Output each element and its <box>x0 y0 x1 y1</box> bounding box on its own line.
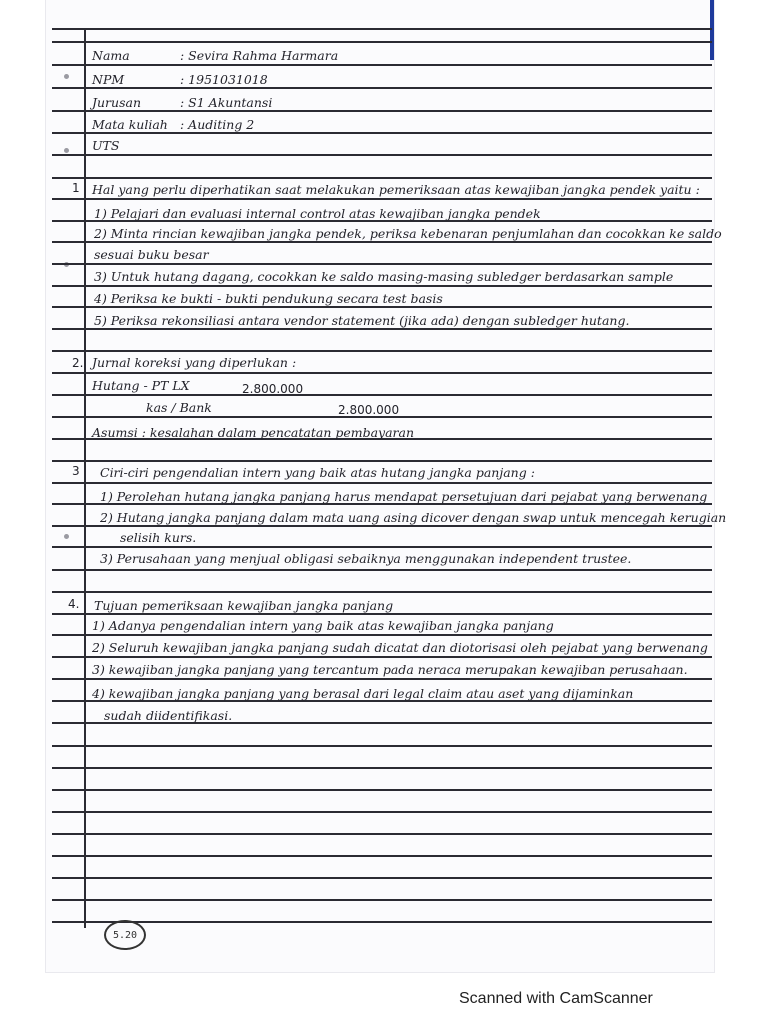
ruled-line <box>52 285 712 287</box>
q1-title: Hal yang perlu diperhatikan saat melakukan pemeriksaan atas kewajiban jangka pendek yaitu : <box>92 182 700 197</box>
ruled-line <box>52 394 712 396</box>
q3-item: selisih kurs. <box>120 530 197 545</box>
q4-item: 1) Adanya pengendalian intern yang baik atas kewajiban jangka panjang <box>92 618 554 633</box>
ruled-line <box>52 177 712 179</box>
ruled-line <box>52 546 712 548</box>
binder-hole <box>64 148 69 153</box>
q3-title: Ciri-ciri pengendalian intern yang baik atas hutang jangka panjang : <box>100 465 535 480</box>
nama-label: Nama <box>92 48 130 63</box>
ruled-line <box>52 41 712 43</box>
npm-label: NPM <box>92 72 125 87</box>
ruled-line <box>52 110 712 112</box>
q3-number: 3 <box>72 464 80 478</box>
q4-item: 3) kewajiban jangka panjang yang tercantum pada neraca merupakan kewajiban perusahaan. <box>92 662 688 677</box>
ruled-line <box>52 372 712 374</box>
ruled-line <box>52 482 712 484</box>
scanner-watermark: Scanned with CamScanner <box>459 990 653 1007</box>
q2-number: 2. <box>72 356 84 370</box>
ruled-line <box>52 811 712 813</box>
journal-note: Asumsi : kesalahan dalam pencatatan pembayaran <box>92 425 415 440</box>
journal-credit-account: kas / Bank <box>146 400 212 415</box>
ruled-line <box>52 789 712 791</box>
jurusan-label: Jurusan <box>92 95 142 110</box>
jurusan-value: : S1 Akuntansi <box>180 95 273 110</box>
ruled-line <box>52 198 712 200</box>
ruled-line <box>52 64 712 66</box>
ruled-line <box>52 767 712 769</box>
q1-item: 3) Untuk hutang dagang, cocokkan ke saldo masing-masing subledger berdasarkan sample <box>94 269 674 284</box>
nama-value: : Sevira Rahma Harmara <box>180 48 339 63</box>
ruled-line <box>52 678 712 680</box>
journal-debit-amount: 2.800.000 <box>242 382 304 396</box>
q1-item: 1) Pelajari dan evaluasi internal control atas kewajiban jangka pendek <box>94 206 541 221</box>
q3-item: 3) Perusahaan yang menjual obligasi sebaiknya menggunakan independent trustee. <box>100 551 632 566</box>
binder-hole <box>64 534 69 539</box>
ruled-line <box>52 591 712 593</box>
q3-item: 1) Perolehan hutang jangka panjang harus mendapat persetujuan dari pejabat yang berwenang <box>100 489 708 504</box>
q4-item: 2) Seluruh kewajiban jangka panjang sudah dicatat dan diotorisasi oleh pejabat yang berwenang <box>92 640 708 655</box>
ruled-line <box>52 28 712 30</box>
q2-title: Jurnal koreksi yang diperlukan : <box>92 355 297 370</box>
ruled-line <box>52 745 712 747</box>
ruled-line <box>52 921 712 923</box>
matkul-value: : Auditing 2 <box>180 117 255 132</box>
stamp-text: 5.20 <box>112 929 138 941</box>
ruled-line <box>52 154 712 156</box>
ruled-line <box>52 634 712 636</box>
q1-number: 1 <box>72 181 80 195</box>
q1-item: 4) Periksa ke bukti - bukti pendukung secara test basis <box>94 291 443 306</box>
uts-label: UTS <box>92 138 120 153</box>
ruled-line <box>52 460 712 462</box>
q4-title: Tujuan pemeriksaan kewajiban jangka panjang <box>94 598 394 613</box>
q4-item: 4) kewajiban jangka panjang yang berasal dari legal claim atau aset yang dijaminkan <box>92 686 634 701</box>
matkul-label: Mata kuliah <box>92 117 168 132</box>
notebook-page <box>46 0 714 972</box>
binder-hole <box>64 74 69 79</box>
journal-credit-amount: 2.800.000 <box>338 403 400 417</box>
ruled-line <box>52 899 712 901</box>
ruled-line <box>52 656 712 658</box>
ruled-line <box>52 877 712 879</box>
ruled-line <box>52 87 712 89</box>
q4-number: 4. <box>68 597 80 611</box>
ruled-line <box>52 569 712 571</box>
q1-item: sesuai buku besar <box>94 247 209 262</box>
ruled-line <box>52 855 712 857</box>
ruled-line <box>52 263 712 265</box>
page-stamp <box>104 920 146 950</box>
ruled-line <box>52 833 712 835</box>
page-edge-accent <box>710 0 714 60</box>
q1-item: 5) Periksa rekonsiliasi antara vendor statement (jika ada) dengan subledger hutang. <box>94 313 630 328</box>
q4-item: sudah diidentifikasi. <box>104 708 233 723</box>
npm-value: : 1951031018 <box>180 72 268 87</box>
margin-line <box>84 28 86 928</box>
q1-item: 2) Minta rincian kewajiban jangka pendek, periksa kebenaran penjumlahan dan cocokkan ke saldo <box>94 226 722 241</box>
journal-debit-account: Hutang - PT LX <box>92 378 190 393</box>
q3-item: 2) Hutang jangka panjang dalam mata uang asing dicover dengan swap untuk mencegah kerugian <box>100 510 727 525</box>
ruled-line <box>52 350 712 352</box>
